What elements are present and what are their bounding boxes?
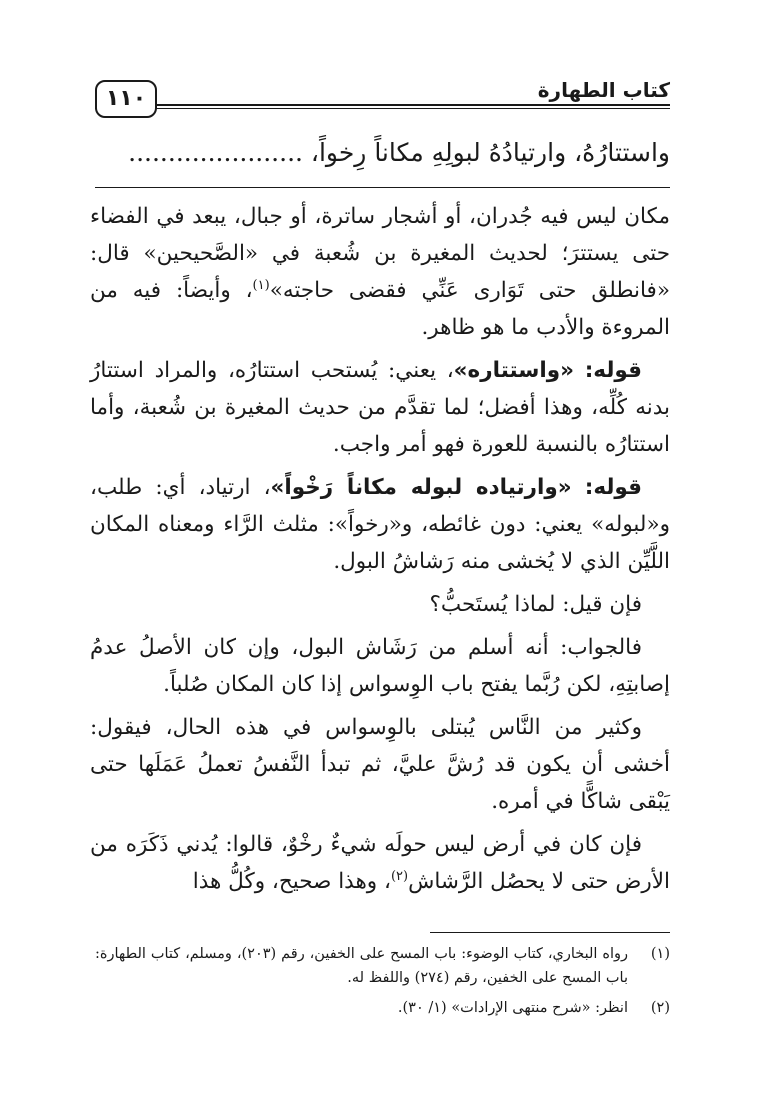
- paragraph-3-label: قوله:: [584, 475, 642, 500]
- book-title: كتاب الطهارة: [530, 78, 670, 102]
- footnote-ref-1[interactable]: (١): [252, 277, 270, 293]
- footnote-2-number: (٢): [650, 1000, 670, 1016]
- footnote-2-text: انظر: «شرح منتهى الإرادات» (١/ ٣٠).: [397, 1000, 628, 1016]
- header-rule-thin: [95, 108, 670, 109]
- header-rule: [95, 104, 670, 106]
- paragraph-3: [90, 469, 670, 580]
- paragraph-2-quote: «واستتاره»: [453, 358, 575, 383]
- paragraph-1-end: ، وأيضاً: فيه من المروءة والأدب ما هو ظاهر.: [90, 278, 670, 340]
- footnote-1-text: رواه البخاري، كتاب الوضوء: باب المسح على الخفين، رقم (٢٠٣)، ومسلم، كتاب الطهارة: باب المسح على الخفين، رقم (٢٧٤) واللفظ له.: [95, 946, 628, 986]
- matn-divider: [95, 187, 670, 188]
- paragraph-3-text: ، ارتياد، أي: طلب، و«لبوله» يعني: دون غائطه، و«رخواً»: مثلث الرَّاء ومعناه المكان اللَّيِّن الذي لا يُخشى منه رَشاشُ البول.: [90, 475, 670, 574]
- paragraph-3-quote: «وارتياده لبوله مكاناً رَخْواً»: [270, 475, 572, 500]
- commentary-body: [90, 198, 670, 906]
- paragraph-7: [90, 826, 670, 900]
- footnote-1: [95, 942, 670, 990]
- paragraph-5: فالجواب: أنه أسلم من رَشَاش البول، وإن كان الأصلُ عدمُ إصابتِهِ، لكن رُبَّما يفتح باب الوِسواس إذا كان المكان صُلباً.: [90, 635, 670, 697]
- footnote-divider: [430, 932, 670, 933]
- paragraph-1-text: مكان ليس فيه جُدران، أو أشجار ساترة، أو جبال، يبعد في الفضاء حتى يستترَ؛ لحديث المغيرة بن شُعبة في «الصَّحيحين» قال: «فانطلق حتى تَوَارى عَنِّي فقضى حاجته»: [90, 204, 670, 303]
- paragraph-4: فإن قيل: لماذا يُستَحبُّ؟: [429, 592, 642, 617]
- footnote-1-number: (١): [650, 946, 670, 962]
- paragraph-2-label: قوله:: [584, 358, 642, 383]
- page-number: ١١٠: [95, 80, 157, 118]
- paragraph-7-text: فإن كان في أرض ليس حولَه شيءٌ رخْوٌ، قالوا: يُدني ذَكَرَه من الأرض حتى لا يحصُل الرَّشاش: [90, 832, 670, 894]
- paragraph-2-text: ، يعني: يُستحب استتارُه، والمراد استتارُ بدنه كُلِّه، وهذا أفضل؛ لما تقدَّم من حديث المغيرة بن شُعبة، وأما استتارُه بالنسبة للعورة فهو أمر واجب.: [90, 358, 670, 457]
- paragraph-1: [90, 198, 670, 346]
- matn-text: واستتارُهُ، وارتيادُهُ لبولِهِ مكاناً رِخواً، ......................: [128, 138, 670, 167]
- paragraph-7-end: ، وهذا صحيح، وكُلُّ هذا: [192, 869, 391, 894]
- footnotes: [95, 942, 670, 1026]
- footnote-2: [95, 996, 670, 1020]
- paragraph-2: [90, 352, 670, 463]
- page-header: [95, 80, 670, 120]
- paragraph-6: وكثير من النَّاس يُبتلى بالوِسواس في هذه الحال، فيقول: أخشى أن يكون قد رُشَّ عليَّ، ثم تبدأ النَّفسُ تعملُ عَمَلَها حتى يَبْقى شاكًّا في أمره.: [90, 715, 670, 814]
- footnote-ref-2[interactable]: (٢): [390, 868, 409, 884]
